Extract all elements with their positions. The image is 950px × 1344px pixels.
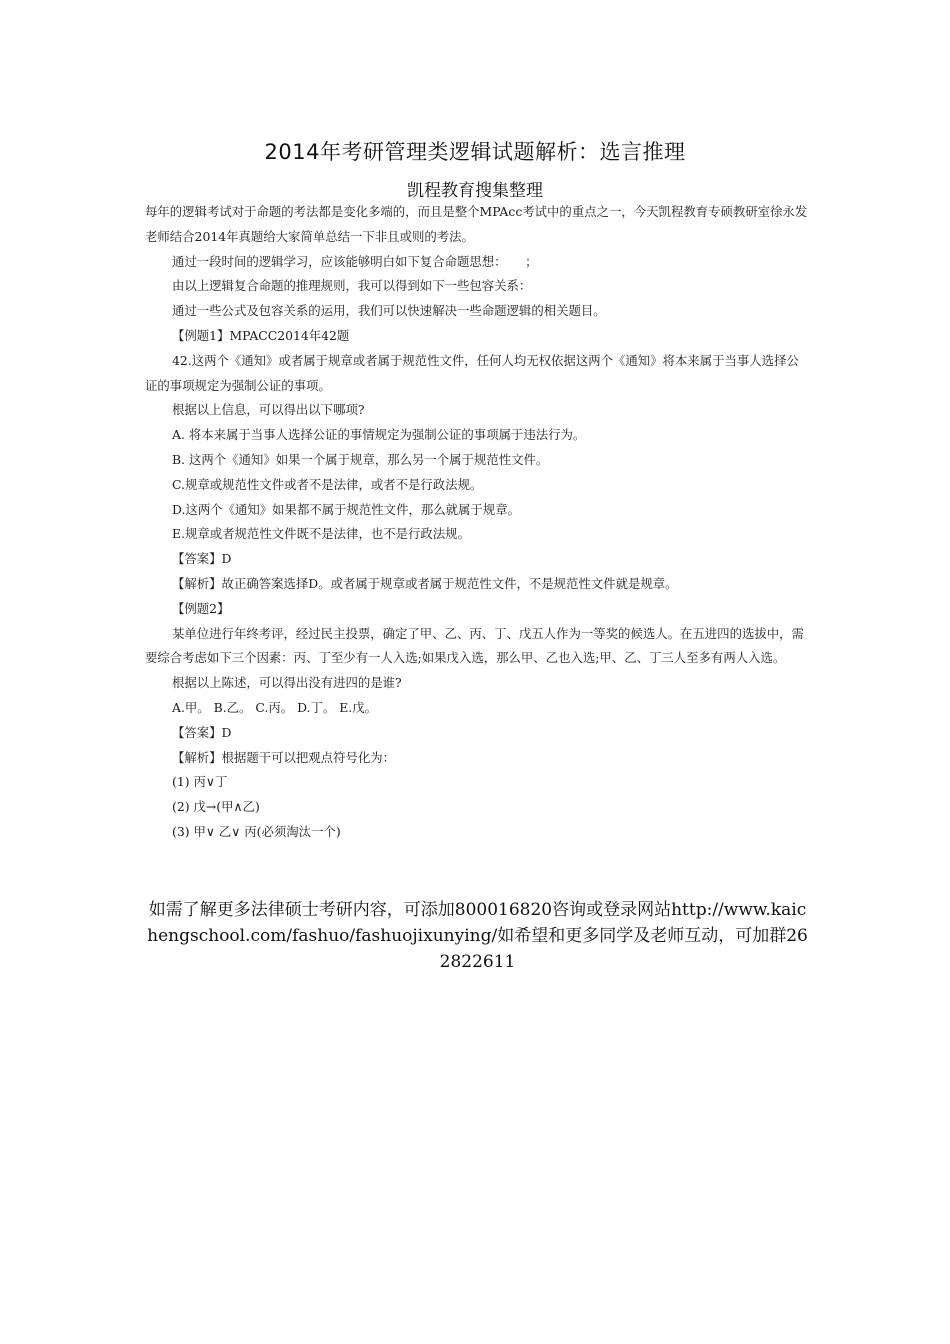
analysis: 【解析】故正确答案选择D。或者属于规章或者属于规范性文件，不是规范性文件就是规章。 [172, 575, 678, 591]
document-body [145, 200, 810, 845]
analysis: 【解析】根据题干可以把观点符号化为： [172, 749, 396, 765]
question-prompt: 根据以上陈述，可以得出没有进四的是谁? [172, 675, 402, 691]
document-title: 2014年考研管理类逻辑试题解析：选言推理 [264, 140, 686, 164]
option-d: D.这两个《通知》如果都不属于规范性文件，那么就属于规章。 [172, 501, 520, 517]
answer: 【答案】D [172, 724, 232, 740]
answer: 【答案】D [172, 551, 232, 567]
question-stem: 某单位进行年终考评，经过民主投票，确定了甲、乙、丙、丁、戊五人作为一等奖的候选人。在五进四的选拔中，需要综合考虑如下三个因素：丙、丁至少有一人入选;如果戊入选，那么甲、乙也入选;甲、乙、丁三人至多有两人入选。 [145, 625, 804, 666]
paragraph: 每年的逻辑考试对于命题的考法都是变化多端的，而且是整个MPAcc考试中的重点之一，今天凯程教育专硕教研室徐永发老师结合2014年真题给大家简单总结一下非且或则的考法。 [145, 204, 808, 244]
question-stem: 42.这两个《通知》或者属于规章或者属于规范性文件，任何人均无权依据这两个《通知》将本来属于当事人选择公证的事项规定为强制公证的事项。 [145, 352, 799, 393]
paragraph: 由以上逻辑复合命题的推理规则，我可以得到如下一些包容关系： [172, 278, 532, 294]
formula-line: (2) 戊→(甲∧乙) [172, 799, 260, 815]
document-subtitle: 凯程教育搜集整理 [407, 181, 543, 201]
example-heading: 【例题1】MPACC2014年42题 [172, 327, 350, 343]
option-c: C.规章或规范性文件或者不是法律，或者不是行政法规。 [172, 476, 483, 492]
question-prompt: 根据以上信息，可以得出以下哪项? [172, 402, 365, 418]
paragraph: 通过一些公式及包容关系的运用，我们可以快速解决一些命题逻辑的相关题目。 [172, 303, 606, 319]
contact-footer: 如需了解更多法律硕士考研内容，可添加800016820咨询或登录网站http://www.kaichengschool.com/fashuo/fashuojixunying/如希望和更多同学及老师互动，可加群262822611 [147, 900, 808, 972]
formula-line: (3) 甲∨ 乙∨ 丙(必须淘汰一个) [172, 823, 341, 839]
option-b: B. 这两个《通知》如果一个属于规章，那么另一个属于规范性文件。 [172, 451, 549, 467]
option-e: E.规章或者规范性文件既不是法律，也不是行政法规。 [172, 526, 470, 542]
option-a: A. 将本来属于当事人选择公证的事情规定为强制公证的事项属于违法行为。 [172, 427, 586, 443]
example-heading: 【例题2】 [172, 600, 230, 616]
options-line: A.甲。 B.乙。 C.丙。 D.丁。 E.戊。 [172, 699, 377, 715]
paragraph: 通过一段时间的逻辑学习，应该能够明白如下复合命题思想： ； [172, 253, 538, 269]
formula-line: (1) 丙∨丁 [172, 774, 228, 790]
